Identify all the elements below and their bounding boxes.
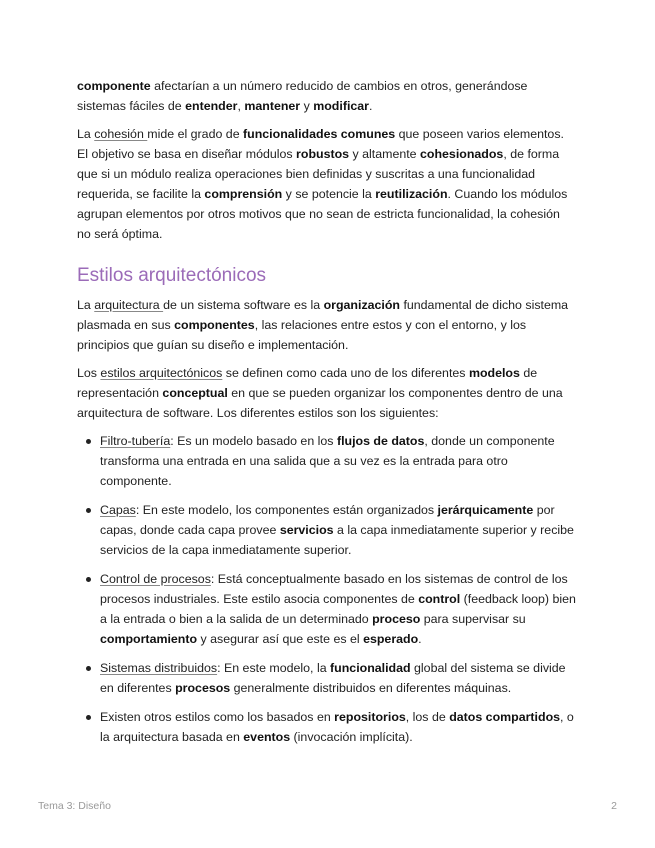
list-item-control-procesos — [100, 569, 577, 649]
term-cohesion: cohesión — [94, 127, 148, 141]
term-arquitectura: arquitectura — [94, 298, 164, 312]
text-run: para supervisar su — [420, 612, 526, 626]
bold-term: funcionalidad — [330, 661, 411, 675]
bold-term: jerárquicamente — [437, 503, 534, 517]
bold-term: modelos — [468, 366, 520, 380]
text-run: que poseen varios elementos. El objetivo se basa en diseñar módulos — [77, 127, 564, 161]
text-run: . — [418, 632, 422, 646]
text-run: La — [77, 298, 95, 312]
text-run: : Es un modelo basado en los — [170, 434, 337, 448]
bold-term: comprensión — [204, 187, 283, 201]
text-run: (feedback loop) bien a la entrada o bien a la salida de un determinado — [100, 592, 576, 626]
text-run: : Está conceptualmente basado en los sistemas de control de los procesos industriales. Este estilo asocia componentes de — [100, 572, 568, 606]
styles-list — [77, 431, 577, 747]
term-filtro-tuberia: Filtro-tubería — [100, 434, 171, 448]
bold-term: servicios — [279, 523, 334, 537]
list-item-filtro-tuberia — [100, 431, 577, 491]
term-estilos-arquitectonicos: estilos arquitectónicos — [100, 366, 223, 380]
term-capas: Capas — [100, 503, 136, 517]
bold-term: eventos — [243, 730, 291, 744]
bold-term: control — [418, 592, 461, 606]
list-item-sistemas-distribuidos — [100, 658, 577, 698]
bold-term: proceso — [372, 612, 421, 626]
section-heading: Estilos arquitectónicos — [77, 265, 267, 286]
text-run: en que se pueden organizar los componentes dentro de una arquitectura de software. Los diferentes estilos son los siguientes: — [77, 386, 563, 420]
text-run: Los — [77, 366, 101, 380]
term-sistemas-distribuidos: Sistemas distribuidos — [100, 661, 218, 675]
bold-term: modificar — [313, 99, 369, 113]
bold-term: esperado — [363, 632, 419, 646]
bold-term: repositorios — [334, 710, 406, 724]
term-control-procesos: Control de procesos — [100, 572, 211, 586]
text-run: por capas, donde cada capa provee — [100, 503, 555, 537]
text-run: de un sistema software es la — [163, 298, 324, 312]
list-item-capas — [100, 500, 577, 560]
bold-term: flujos de datos — [336, 434, 425, 448]
page-content — [77, 76, 577, 756]
text-run: La — [77, 127, 95, 141]
text-run: , de forma que si un módulo realiza operaciones bien definidas y suscritas a una funcionalidad requerida, se facilite la — [77, 147, 560, 201]
text-run: afectarían a un número reducido de cambios en otros, generándose sistemas fáciles de — [77, 79, 528, 113]
text-run: . — [369, 99, 373, 113]
paragraph-cohesion — [77, 124, 577, 244]
text-run: . Cuando los módulos agrupan elementos por otros motivos que no sean de estricta funcionalidad, la cohesión no será óptima. — [77, 187, 568, 241]
text-run: y asegurar así que este es el — [197, 632, 364, 646]
text-run: Existen otros estilos como los basados en — [100, 710, 335, 724]
text-run: y se potencie la — [282, 187, 376, 201]
bold-term: componente — [77, 79, 151, 93]
bold-term: organización — [323, 298, 400, 312]
footer-page-number: 2 — [611, 800, 617, 812]
bold-term: entender — [185, 99, 238, 113]
text-run: , donde un componente transforma una entrada en una salida que a su vez es la entrada para otro componente. — [100, 434, 555, 488]
text-run: (invocación implícita). — [290, 730, 413, 744]
paragraph-acoplamiento-cont — [77, 76, 577, 116]
text-run: generalmente distribuidos en diferentes máquinas. — [230, 681, 512, 695]
text-run: de representación — [77, 366, 538, 400]
text-run: global del sistema se divide en diferentes — [100, 661, 566, 695]
list-item-otros-estilos — [100, 707, 577, 747]
text-run: y — [300, 99, 314, 113]
text-run: , o la arquitectura basada en — [100, 710, 574, 744]
bold-term: funcionalidades comunes — [243, 127, 396, 141]
bold-term: robustos — [296, 147, 350, 161]
text-run: : En este modelo, los componentes están organizados — [135, 503, 438, 517]
paragraph-estilos — [77, 363, 577, 423]
text-run: fundamental de dicho sistema plasmada en sus — [77, 298, 569, 332]
footer-chapter-title: Tema 3: Diseño — [38, 800, 111, 812]
bold-term: componentes — [174, 318, 255, 332]
text-run: a la capa inmediatamente superior y recibe servicios de la capa inmediatamente superior. — [100, 523, 574, 557]
bold-term: mantener — [244, 99, 301, 113]
bold-term: cohesionados — [420, 147, 504, 161]
text-run: mide el grado de — [147, 127, 244, 141]
bold-term: datos compartidos — [449, 710, 561, 724]
bold-term: reutilización — [375, 187, 448, 201]
text-run: : En este modelo, la — [217, 661, 331, 675]
bold-term: procesos — [175, 681, 231, 695]
text-run: , — [237, 99, 245, 113]
bold-term: comportamiento — [100, 632, 198, 646]
text-run: se definen como cada uno de los diferentes — [222, 366, 469, 380]
bold-term: conceptual — [162, 386, 228, 400]
text-run: , los de — [405, 710, 450, 724]
text-run: , las relaciones entre estos y con el entorno, y los principios que guían su diseño e implementación. — [77, 318, 527, 352]
text-run: y altamente — [349, 147, 421, 161]
paragraph-arquitectura — [77, 295, 577, 355]
